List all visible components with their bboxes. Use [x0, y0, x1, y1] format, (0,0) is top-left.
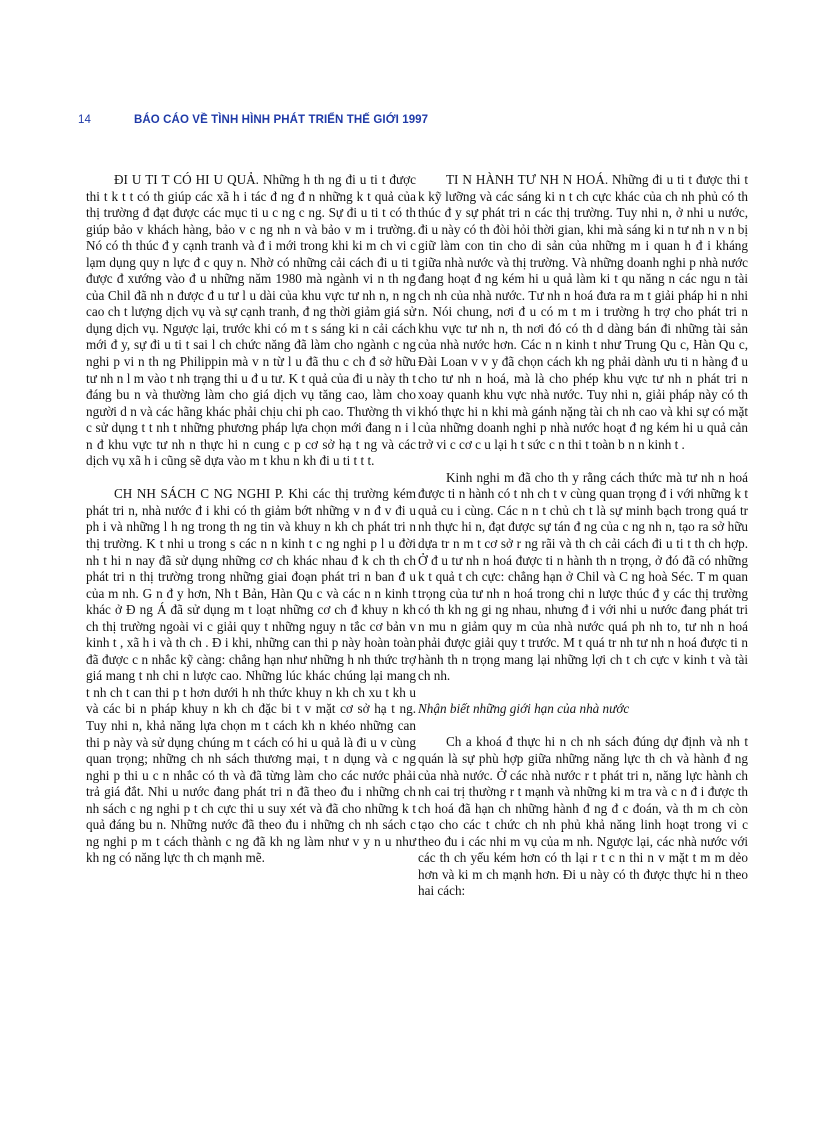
page-header [78, 114, 778, 126]
paragraph-text: Những h th ng đi u ti t được thi t k t t có th giúp các xã h i tác đ ng đ n những k t quả của thị trường đ đạt được các mục ti u c ng c ng. Sự đi u ti t có th giúp bảo v khách hàng, bảo v c ng nh n và bảo v m i trường. Nó có th thúc đ y cạnh tranh và đ i mới trong khi ki m ch vi c lạm dụng quy n lực đ c quy n. Nhờ có những cải cách đi u ti t được đ xướng vào đ u những năm 1980 mà ngành vi n th ng của Chil đã nh n được đ u tư l u dài của khu vực tư nh n, n ng cao ch t lượng dịch vụ và sự cạnh tranh, đ ng thời giảm giá sử dụng dịch vụ. Ngược lại, trước khi có m t s sáng ki n cải cách mới đ y, sự đi u ti t sai l ch chức năng đã làm cho ngành c ng nghi p vi n th ng Philippin mà v n từ l u đã thu c ch đ sở hữu tư nh n l m vào t nh trạng thi u đ u tư. K t quả của đi u này th t đáng bu n và thường làm cho giá dịch vụ tăng cao, làm cho người d n và các hãng khác phải chịu chi ph cao. Thường th vi c sử dụng t t nh t những phương pháp lựa chọn mới đang n i l n đ khu vực tư nh n thực hi n cung c p cơ sở hạ t ng và các dịch vụ xã h i cũng sẽ dựa vào m t khu n kh đi u ti t t t. [86, 172, 417, 469]
left-column [86, 172, 416, 883]
paragraph-experience: Kinh nghi m đã cho th y rằng cách thức mà tư nh n hoá được ti n hành có t nh ch t v cùng quan trọng đ i với những k t quả cu i cùng. Các n n t chủ ch t là sự minh bạch trong quá tr nh thực hi n, đạt được sự tán đ ng của c ng nh n, tạo ra sở hữu dựa tr n m t cơ sở r ng rãi và th ch cải cách đi u ti t th ch hợp. Ở đ u tư nh n hoá được ti n hành th n trọng, ở đó đã có những k t quả t ch cực: chẳng hạn ở Chil và C ng hoà Séc. T m quan trọng của tư nh n hoá trong chi n lược thúc đ y các thị trường có th kh ng gi ng nhau, nhưng đ i với nhi u nước đang phát tri n mu n giảm quy m của nhà nước quá ph nh to, tư nh n hoá phải được giải quy t trước. M t quá tr nh tư nh n hoá được ti n hành th n trọng mang lại những lợi ch t ch cực v kinh t và tài ch nh. [418, 469, 748, 684]
paragraph-text: Những đi u ti t được thi t k kỹ lưỡng và các sáng ki n t ch cực khác của ch nh phủ có th thúc đ y sự phát tri n các thị trường. Tuy nhi n, ở nhi u nước, đi u này có th đòi hỏi thời gian, khi mà sáng ki n tư nh n v n bị giữ làm con tin cho di sản của những m i quan h đ i kháng giữa nhà nước và thị trường. Và những doanh nghi p nhà nước đang hoạt đ ng kém hi u quả làm ki t qu năng n các ngu n tài ch nh của nhà nước. Tư nh n hoá đưa ra m t giải pháp hi n nhi n. Nói chung, nơi đ u có m t m i trường h trợ cho phát tri n khu vực tư nh n, th nơi đó có th d dàng bán đi những tài sản của nhà nước hơn. Các n n kinh t như Trung Qu c, Hàn Qu c, Đài Loan v v y đã chọn cách kh ng phải dành ưu ti n hàng đ u cho tư nh n hoá, mà là cho phép khu vực tư nh n phát tri n xoay quanh khu vực nhà nước. Tuy nhi n, giải pháp này có th khó thực hi n khi mà gánh nặng tài ch nh cao và khi sự có mặt của những doanh nghi p nhà nước hoạt đ ng kém hi u quả cản trở vi c cơ c u lại h t sức c n thi t toàn b n n kinh t . [418, 172, 748, 452]
paragraph-privatization [418, 172, 748, 453]
paragraph-lead: ĐI U TI T CÓ HI U QUẢ. [114, 172, 259, 187]
paragraph-lead: TI N HÀNH TƯ NH N HOÁ. [446, 172, 609, 187]
paragraph-industrial-policy [86, 486, 416, 867]
right-column [418, 172, 748, 916]
paragraph-lead: CH NH SÁCH C NG NGHI P. [114, 486, 284, 502]
paragraph-text: Khi các thị trường kém phát tri n, nhà nước đ i khi có th giảm bớt những v n đ v đi u ph i và những l h ng trong th ng tin và khuy n kh ch phát tri n thị trường. K t nhi u trong s các n n kinh t c ng nghi p l u đời nh t hi n nay đã sử dụng những cơ ch khác nhau đ k ch th ch phát tri n thị trường trong những giai đoạn phát tri n ban đ u của m nh. G n đ y hơn, Nh t Bản, Hàn Qu c và các n n kinh t khác ở Đ ng Á đã sử dụng m t loạt những cơ ch đ khuy n kh ch thị trường ngoài vi c giải quy t những nguy n tắc cơ bản v kinh t , xã h i và th ch . Đ i khi, những can thi p này hoàn toàn đã được c n nhắc kỹ càng: chẳng hạn như những h nh thức trợ giá mang t nh chi n lược cao. Những lúc khác chúng lại mang t nh ch t can thi p t hơn dưới h nh thức khuy n kh ch xu t kh u và các bi n pháp khuy n kh ch đặc bi t v mặt cơ sở hạ t ng. Tuy nhi n, khả năng lựa chọn m t cách kh n khéo những can thi p này và sử dụng chúng m t cách có hi u quả là đi u v cùng quan trọng; những ch nh sách thương mại, t n dụng và c ng nghi p thi u c n nhắc có th và đã từng làm cho các nước phải trả giá đắt. Nhi u nước đang phát tri n đã theo đu i những ch nh sách c ng nghi p t ch cực thi u suy xét và đã cho những k t quả đáng bu n. Những nước đã theo đu i những ch nh sách c ng nghi p m t cách thành c ng đã kh ng làm như v y n u như kh ng có năng lực th ch mạnh mẽ. [86, 486, 416, 866]
running-title: BÁO CÁO VỀ TÌNH HÌNH PHÁT TRIỂN THẾ GIỚI 1997 [134, 114, 429, 126]
section-subheading: Nhận biết những giới hạn của nhà nước [418, 701, 630, 717]
paragraph-regulation [86, 172, 416, 470]
page-number: 14 [78, 114, 91, 126]
paragraph-state-limits: Ch a khoá đ thực hi n ch nh sách đúng dự định và nh t quán là sự phù hợp giữa những năng lực th ch và hành đ ng của nhà nước. Ở các nhà nước r t phát tri n, năng lực hành ch nh cai trị thường r t mạnh và những ki m tra và c n đ i được th ch hoá đã hạn ch những hành đ ng đ c đoán, và th m ch còn tạo cho các t chức ch nh phủ khả năng linh hoạt trong vi c theo đu i các nhi m vụ của m nh. Ngược lại, các nhà nước với các th ch yếu kém hơn có th lại r t c n thi n v mặt t m m dẻo hơn và ki m ch mạnh hơn. Đi u này có th được thực hi n theo hai cách: [418, 734, 748, 899]
